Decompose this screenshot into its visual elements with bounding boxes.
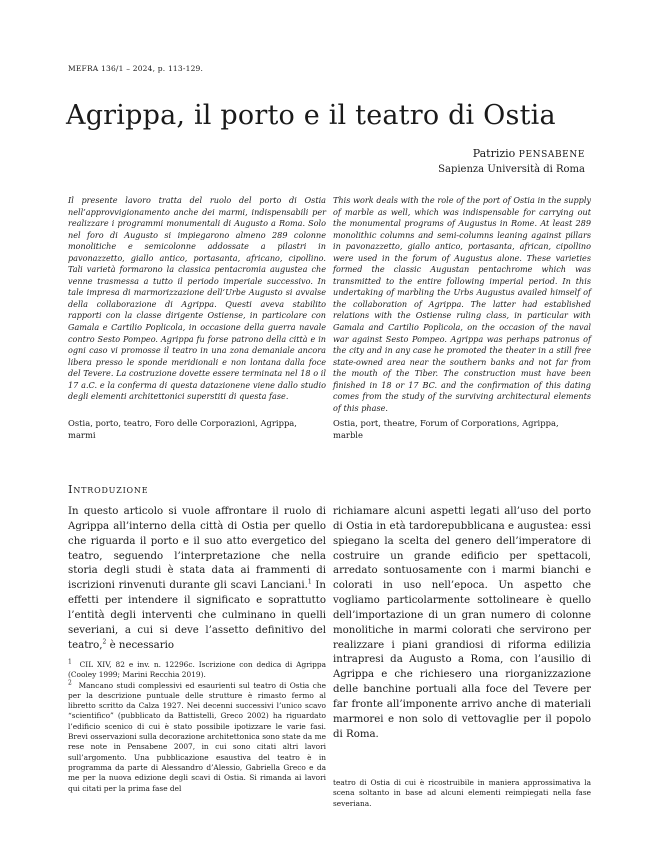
body-text-part: In questo articolo si vuole affrontare il ruolo di Agrippa all’interno della città di Ostia per quello che riguarda il porto e il suo atto evergetico del teatro, seguendo l’interpretazione che nella storia degli studi è stata data ai frammenti di iscrizioni rinvenuti durante gli scavi Lanciani. xyxy=(68,506,326,592)
footnote-2 xyxy=(68,681,326,794)
body-column-left xyxy=(68,505,326,653)
section-heading: Introduzione xyxy=(68,482,149,496)
author-affiliation: Sapienza Università di Roma xyxy=(438,164,585,175)
keywords-italian: Ostia, porto, teatro, Foro delle Corporazioni, Agrippa, marmi xyxy=(68,418,297,440)
footnote-ref: 1 xyxy=(307,578,312,586)
footnote-1 xyxy=(68,660,326,681)
body-column-right: richiamare alcuni aspetti legati all’uso del porto di Ostia in età tardorepubblicana e augustea: essi spiegano la scelta del genero dell’imperatore di costruire un grande edificio per spettacoli, arredato sontuosamente con i marmi bianchi e colorati in uso nell’epoca. Un aspetto che vogliamo particolarmente sottolineare è quello dell’importazione di un gran numero di colonne monolitiche in marmi colorati che servirono per realizzare i piani grandiosi di riforma edilizia intrapresi da Augusto a Roma, con l’ausilio di Agrippa e che richiesero una riorganizzazione delle banchine portuali alla foce del Tevere per far fronte all’imponente arrivo anche di materiali marmorei e non solo di vettovaglie per il popolo di Roma. xyxy=(333,506,591,740)
footnote-ref: 2 xyxy=(102,638,107,646)
abstract-english: This work deals with the role of the port of Ostia in the supply of marble as well, which was indispensable for carrying out the monumental programs of Augustus in Rome. At least 289 monolithic columns and semi-columns leaning against pillars in pavonazzetto, giallo antico, portasanta, african, cipollino were used in the forum of Augustus alone. These varieties formed the classic Augustan pentachrome which was transmitted to the entire following imperial period. In this undertaking of marbling the Urbs Augustus availed himself of the collaboration of Agrippa. The latter had established relations with the Ostiense ruling class, in particular with Gamala and Cartilio Poplicola, on the occasion of the naval war against Sesto Pompeo. Agrippa was perhaps patronus of the city and in any case he promoted the theater in a still free state-owned area near the southern banks and not far from the mouth of the Tiber. The construction must have been finished in 18 or 17 BC. and the confirmation of this dating comes from the study of the surviving architectural elements of this phase. xyxy=(333,195,591,413)
footnote-number: 1 xyxy=(68,658,72,666)
footnote-continuation: teatro di Ostia di cui è ricostruibile in maniera approssimativa la scena soltanto in base ad alcuni elementi reimpiegati nella fase severiana. xyxy=(333,778,591,808)
body-text-part: In effetti per intendere il significato e soprattutto l’entità degli interventi che culminano in quelli severiani, a cui si deve l’assetto definitivo del teatro, xyxy=(68,580,326,651)
abstract-italian: Il presente lavoro tratta del ruolo del porto di Ostia nell’approvvigionamento anche dei marmi, indispensabili per realizzare i programmi monumentali di Augusto a Roma. Solo nel foro di Augusto si impiegarono almeno 289 colonne monolitiche e semicolonne addossate a pilastri in pavonazzetto, giallo antico, portasanta, africano, cipollino. Tali varietà formarono la classica pentacromia augustea che venne trasmessa a tutto il periodo imperiale successivo. In tale impresa di marmorizzazione dell’Urbe Augusto si avvalse della collaborazione di Agrippa. Questi aveva stabilito rapporti con la classe dirigente Ostiense, in particolare con Gamala e Cartilio Poplicola, in occasione della guerra navale contro Sesto Pompeo. Agrippa fu forse patrono della città e in ogni caso vi promosse il teatro in una zona demaniale ancora libera presso le sponde meridionali e non lontana dalla foce del Tevere. La costruzione dovette essere terminata nel 18 o il 17 a.C. e la conferma di questa datazionene viene dallo studio degli elementi architettonici superstiti di questa fase. xyxy=(68,195,326,402)
author-first-name: Patrizio xyxy=(472,147,516,160)
author-name xyxy=(473,147,585,160)
article-title: Agrippa, il porto e il teatro di Ostia xyxy=(66,100,556,131)
footnote-text: CIL XIV, 82 e inv. n. 12296c. Iscrizione con dedica di Agrippa (Cooley 1999; Marini Recchia 2019). xyxy=(68,660,326,680)
journal-citation: MEFRA 136/1 – 2024, p. 113-129. xyxy=(68,64,204,73)
author-last-name: PENSABENE xyxy=(518,150,585,160)
footnote-text: Mancano studi complessivi ed esaurienti sul teatro di Ostia che per la descrizione puntuale delle strutture è rimasto fermo al libretto scritto da Calza 1927. Nei decenni successivi l’unico scavo “scientifico” (pubblicato da Battistelli, Greco 2002) ha riguardato l’edificio scenico di cui è stato possibile ipotizzare le varie fasi. Brevi osservazioni sulla decorazione architettonica sono state da me rese note in Pensabene 2007, in cui sono citati altri lavori sull’argomento. Una pubblicazione esaustiva del teatro è in programma da parte di Alessandro d’Alessio, Gabriella Greco e da me per la nuova edizione degli scavi di Ostia. Si rimanda ai lavori qui citati per la prima fase del xyxy=(68,680,326,793)
body-text-part: è necessario xyxy=(106,639,174,651)
keywords-english: Ostia, port, theatre, Forum of Corporations, Agrippa, marble xyxy=(333,418,559,440)
footnotes xyxy=(68,660,326,794)
footnote-number: 2 xyxy=(68,679,72,687)
